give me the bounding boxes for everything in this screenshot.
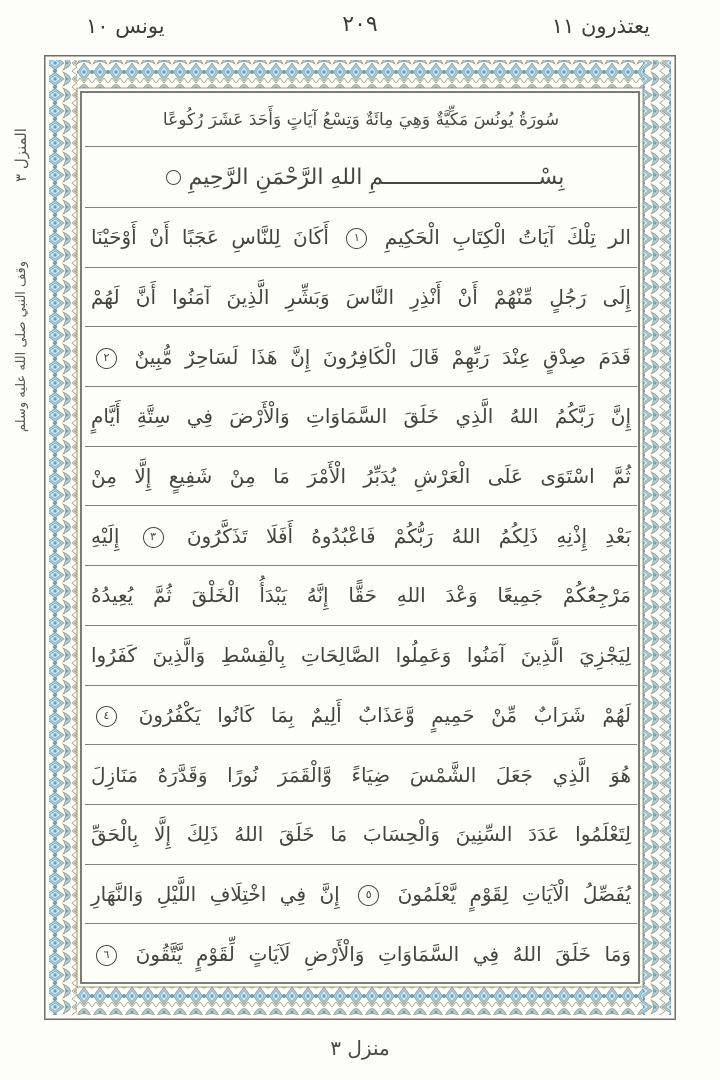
verse-line-text — [91, 819, 631, 849]
verse-line-text — [91, 939, 631, 969]
ayah-number-marker: ٤ — [96, 706, 117, 727]
page-header — [0, 10, 720, 48]
verse-line — [85, 924, 637, 983]
mushaf-text-block — [85, 94, 637, 983]
verse-line-text — [91, 879, 631, 909]
ayah-number-marker: ٦ — [96, 945, 117, 966]
verse-text-segment: إِنَّ رَبَّكُمُ اللهُ الَّذِي خَلَقَ السَّمَاوَاتِ وَالْأَرْضَ فِي سِتَّةِ أَيَّامٍ — [91, 404, 631, 429]
ayah-number-marker: ١ — [346, 228, 367, 249]
bismillah-end-circle-icon — [166, 170, 181, 185]
ayah-number-marker: ٢ — [96, 348, 117, 369]
verse-text-segment: أَكَانَ لِلنَّاسِ عَجَبًا أَنْ أَوْحَيْنَا — [91, 225, 329, 250]
verse-text-segment: هُوَ الَّذِي جَعَلَ الشَّمْسَ ضِيَاءً وَّالْقَمَرَ نُورًا وَقَدَّرَهُ مَنَازِلَ — [91, 762, 631, 787]
ayah-number-marker: ٥ — [358, 885, 379, 906]
verse-line-text — [91, 461, 631, 491]
verse-line-text — [91, 700, 631, 730]
verse-text-segment: ثُمَّ اسْتَوَى عَلَى الْعَرْشِ يُدَبِّرُ الْأَمْرَ مَا مِنْ شَفِيعٍ إِلَّا مِنْ — [91, 464, 631, 489]
verse-line — [85, 805, 637, 865]
verse-line — [85, 327, 637, 387]
verse-line-text — [91, 521, 631, 551]
verse-line — [85, 208, 637, 268]
verse-line — [85, 686, 637, 746]
page-footer-manzil: منزل ٣ — [330, 1036, 390, 1060]
verse-text-segment: قَدَمَ صِدْقٍ عِنْدَ رَبِّهِمْ قَالَ الْكَافِرُونَ إِنَّ هَذَا لَسَاحِرٌ مُّبِينٌ — [134, 344, 631, 369]
verse-text-segment: لِيَجْزِيَ الَّذِينَ آمَنُوا وَعَمِلُوا الصَّالِحَاتِ بِالْقِسْطِ وَالَّذِينَ كَفَرُوا — [91, 643, 631, 668]
verse-line-text — [91, 580, 631, 610]
verse-line-text — [91, 222, 631, 252]
surah-name-label: يونس ١٠ — [86, 14, 165, 38]
verse-line-text — [91, 401, 631, 431]
verse-text-segment: إِلَيْهِ — [91, 523, 120, 548]
ayah-number-marker: ٣ — [143, 527, 164, 548]
verse-text-segment: إِنَّ فِي اخْتِلَافِ اللَّيْلِ وَالنَّهَارِ — [91, 881, 340, 906]
verse-text-segment: يُفَصِّلُ الْآيَاتِ لِقَوْمٍ يَّعْلَمُونَ — [397, 881, 632, 906]
verse-text-segment: مَرْجِعُكُمْ جَمِيعًا وَعْدَ اللهِ حَقًّا إِنَّهُ يَبْدَأُ الْخَلْقَ ثُمَّ يُعِيدُهُ — [91, 583, 631, 608]
verse-line-text — [91, 342, 631, 372]
verse-text-segment: لَهُمْ شَرَابٌ مِّنْ حَمِيمٍ وَّعَذَابٌ أَلِيمٌ بِمَا كَانُوا يَكْفُرُونَ — [138, 702, 632, 727]
surah-title-row — [85, 94, 637, 147]
verse-line — [85, 745, 637, 805]
verse-line-text — [91, 282, 631, 312]
bismillah-row — [85, 147, 637, 208]
verse-line — [85, 447, 637, 507]
verse-line — [85, 268, 637, 328]
surah-title: سُورَةُ يُونُسَ مَكِّيَّةٌ وَهِيَ مِائَةٌ وَتِسْعُ آيَاتٍ وَأَحَدَ عَشَرَ رُكُوعًا — [162, 110, 560, 130]
juz-name-label: يعتذرون ١١ — [551, 14, 650, 38]
verse-text-segment: لِتَعْلَمُوا عَدَدَ السِّنِينَ وَالْحِسَابَ مَا خَلَقَ اللهُ ذَلِكَ إِلَّا بِالْحَقِّ — [91, 822, 631, 847]
verse-text-segment: الر تِلْكَ آيَاتُ الْكِتَابِ الْحَكِيمِ — [384, 225, 631, 250]
verse-text-segment: إِلَى رَجُلٍ مِّنْهُمْ أَنْ أَنْذِرِ النَّاسَ وَبَشِّرِ الَّذِينَ آمَنُوا أَنَّ لَهُمْ — [91, 285, 631, 310]
margin-prophet-note: وقف النبي صلى الله عليه وسلم — [14, 261, 29, 432]
verse-line — [85, 387, 637, 447]
verse-line — [85, 566, 637, 626]
verse-text-segment: بَعْدِ إِذْنِهِ ذَلِكُمُ اللهُ رَبُّكُمْ فَاعْبُدُوهُ أَفَلَا تَذَكَّرُونَ — [186, 523, 632, 548]
page-number: ٢٠٩ — [342, 12, 378, 37]
margin-manzil-note: المنزل ٣ — [12, 128, 30, 182]
verse-line-text — [91, 640, 631, 670]
verse-line — [85, 506, 637, 566]
verse-text-segment: وَمَا خَلَقَ اللهُ فِي السَّمَاوَاتِ وَالْأَرْضِ لَآيَاتٍ لِّقَوْمٍ يَّتَّقُونَ — [135, 941, 632, 966]
verse-line-text — [91, 760, 631, 790]
verse-line — [85, 865, 637, 925]
verse-line — [85, 626, 637, 686]
bismillah-text: بِسْــــــــــــــــــــــــمِ اللهِ الرَّحْمَنِ الرَّحِيمِ — [188, 164, 565, 190]
